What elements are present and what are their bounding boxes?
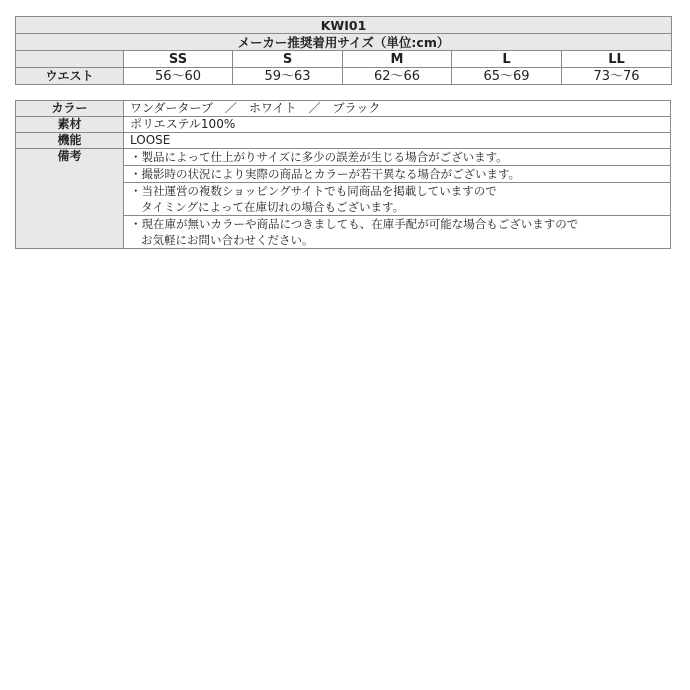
size-m: M xyxy=(343,51,452,68)
note-4-line-2: お気軽にお問い合わせください。 xyxy=(141,233,314,247)
note-3-line-1: ・当社運営の複数ショッピングサイトでも同商品を掲載していますので xyxy=(130,184,497,198)
product-code: KWI01 xyxy=(16,17,672,34)
spec-table xyxy=(15,100,671,249)
size-header-empty xyxy=(16,51,124,68)
notes-label: 備考 xyxy=(16,149,124,249)
material-label: 素材 xyxy=(16,117,124,133)
size-header-row xyxy=(16,51,672,68)
color-row xyxy=(16,101,671,117)
function-label: 機能 xyxy=(16,133,124,149)
waist-row xyxy=(16,68,672,85)
size-s: S xyxy=(233,51,343,68)
size-table xyxy=(15,16,672,85)
note-4-line-1: ・現在庫が無いカラーや商品につきましても、在庫手配が可能な場合もございますので xyxy=(130,217,579,231)
size-l: L xyxy=(452,51,562,68)
note-1-text: ・製品によって仕上がりサイズに多少の誤差が生じる場合がございます。 xyxy=(130,150,508,164)
size-table-subtitle: メーカー推奨着用サイズ（単位:cm） xyxy=(16,34,672,51)
note-3-line-2: タイミングによって在庫切れの場合もございます。 xyxy=(141,200,405,214)
waist-s: 59〜63 xyxy=(233,68,343,85)
note-2 xyxy=(124,166,671,183)
size-ss: SS xyxy=(124,51,233,68)
function-value: LOOSE xyxy=(124,133,671,149)
color-label: カラー xyxy=(16,101,124,117)
color-value: ワンダーターブ ／ ホワイト ／ ブラック xyxy=(124,101,671,117)
note-3 xyxy=(124,183,671,216)
note-4 xyxy=(124,216,671,249)
note-2-text: ・撮影時の状況により実際の商品とカラーが若干異なる場合がございます。 xyxy=(130,167,521,181)
note-1 xyxy=(124,149,671,166)
notes-row-1 xyxy=(16,149,671,166)
material-row xyxy=(16,117,671,133)
function-row xyxy=(16,133,671,149)
waist-m: 62〜66 xyxy=(343,68,452,85)
waist-label: ウエスト xyxy=(16,68,124,85)
waist-ss: 56〜60 xyxy=(124,68,233,85)
waist-l: 65〜69 xyxy=(452,68,562,85)
waist-ll: 73〜76 xyxy=(562,68,672,85)
material-value: ポリエステル100% xyxy=(124,117,671,133)
size-ll: LL xyxy=(562,51,672,68)
